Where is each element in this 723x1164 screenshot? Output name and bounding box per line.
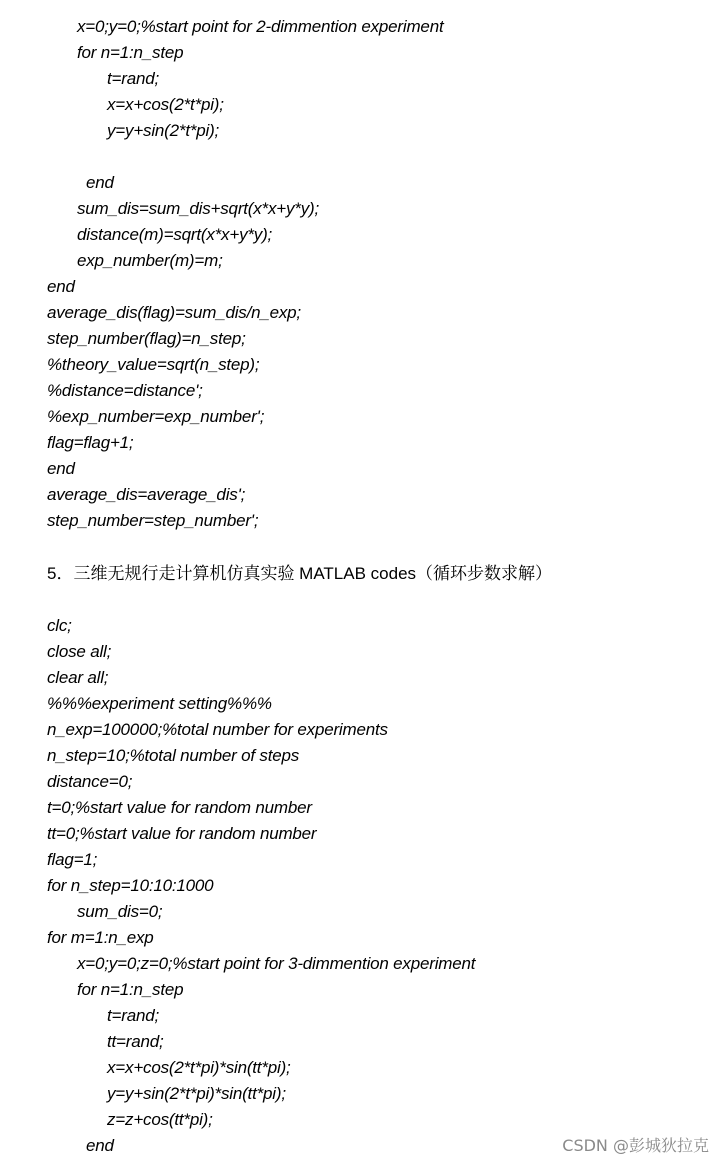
code-line: y=y+sin(2*t*pi); bbox=[107, 121, 220, 140]
code-line: x=0;y=0;z=0;%start point for 3-dimmention experiment bbox=[77, 954, 476, 973]
code-line: step_number(flag)=n_step; bbox=[47, 329, 246, 348]
code-line: for m=1:n_exp bbox=[47, 928, 154, 947]
code-line: n_exp=100000;%total number for experiments bbox=[47, 720, 388, 739]
code-line: step_number=step_number'; bbox=[47, 511, 259, 530]
code-line: x=0;y=0;%start point for 2-dimmention experiment bbox=[77, 17, 444, 36]
code-line: t=rand; bbox=[107, 69, 159, 88]
code-line: sum_dis=sum_dis+sqrt(x*x+y*y); bbox=[77, 199, 320, 218]
code-line: clc; bbox=[47, 616, 72, 635]
code-line: exp_number(m)=m; bbox=[77, 251, 223, 270]
code-line: %distance=distance'; bbox=[47, 381, 203, 400]
code-line: y=y+sin(2*t*pi)*sin(tt*pi); bbox=[107, 1084, 286, 1103]
code-line: end bbox=[86, 173, 114, 192]
code-line: sum_dis=0; bbox=[77, 902, 163, 921]
code-line: flag=1; bbox=[47, 850, 98, 869]
code-line: end bbox=[86, 1136, 114, 1155]
code-line: for n=1:n_step bbox=[77, 43, 184, 62]
code-line: %theory_value=sqrt(n_step); bbox=[47, 355, 260, 374]
code-line: average_dis(flag)=sum_dis/n_exp; bbox=[47, 303, 301, 322]
code-line: for n_step=10:10:1000 bbox=[47, 876, 214, 895]
code-line: average_dis=average_dis'; bbox=[47, 485, 246, 504]
code-line: end bbox=[47, 277, 75, 296]
code-line: t=rand; bbox=[107, 1006, 159, 1025]
code-line: end bbox=[47, 459, 75, 478]
section-heading: 5．三维无规行走计算机仿真实验 MATLAB codes（循环步数求解） bbox=[47, 564, 553, 583]
csdn-watermark: CSDN @彭城狄拉克 bbox=[562, 1136, 709, 1155]
code-line: x=x+cos(2*t*pi); bbox=[107, 95, 224, 114]
code-line: tt=rand; bbox=[107, 1032, 164, 1051]
code-line: for n=1:n_step bbox=[77, 980, 184, 999]
code-line: t=0;%start value for random number bbox=[47, 798, 312, 817]
code-line: distance=0; bbox=[47, 772, 133, 791]
code-line: tt=0;%start value for random number bbox=[47, 824, 317, 843]
code-line: flag=flag+1; bbox=[47, 433, 134, 452]
code-line: distance(m)=sqrt(x*x+y*y); bbox=[77, 225, 273, 244]
code-line: %exp_number=exp_number'; bbox=[47, 407, 265, 426]
code-line: clear all; bbox=[47, 668, 109, 687]
code-line: %%%experiment setting%%% bbox=[47, 694, 272, 713]
code-line: x=x+cos(2*t*pi)*sin(tt*pi); bbox=[107, 1058, 291, 1077]
code-line: n_step=10;%total number of steps bbox=[47, 746, 300, 765]
code-line: close all; bbox=[47, 642, 112, 661]
code-line: z=z+cos(tt*pi); bbox=[107, 1110, 213, 1129]
